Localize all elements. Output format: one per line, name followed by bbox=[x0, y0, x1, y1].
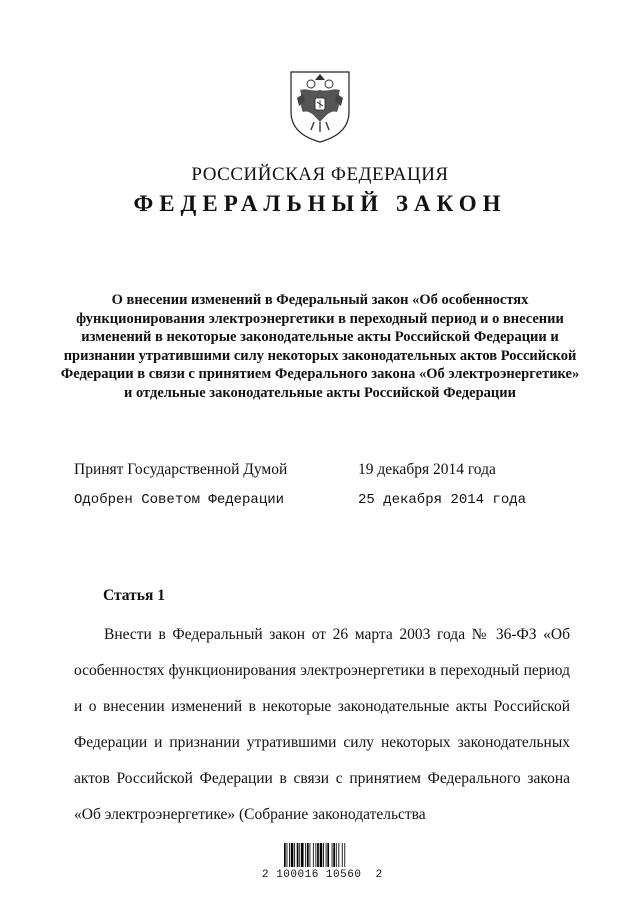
duma-adoption-row bbox=[74, 461, 594, 485]
country-name: РОССИЙСКАЯ ФЕДЕРАЦИЯ bbox=[191, 164, 449, 185]
russian-coat-of-arms-icon bbox=[287, 68, 353, 144]
council-approval-date: 25 декабря 2014 года bbox=[358, 492, 527, 508]
document-type-title: ФЕДЕРАЛЬНЫЙ ЗАКОН bbox=[133, 191, 507, 216]
duma-adoption-label: Принят Государственной Думой bbox=[74, 461, 288, 478]
article-body: Внести в Федеральный закон от 26 марта 2003 года № 36-ФЗ «Об особенностях функционирования электроэнергетики в переходный период и о внесении изменений в некоторые законодательные акты Российской Федерации и признании утратившими силу некоторых законодательных актов Российской Федерации в связи с принятием Федерального закона «Об электроэнергетике» (Собрание законодательства bbox=[74, 626, 570, 823]
council-approval-row bbox=[74, 492, 594, 516]
article-heading: Статья 1 bbox=[103, 587, 165, 604]
law-subject-title: О внесении изменений в Федеральный закон «Об особенностях функционирования электроэнергетики в переходный период и о внесении изменений в некоторые законодательные акты Российской Федерации и признании утратившими силу некоторых законодательных актов Российской Федерации в связи с принятием Федерального закона «Об электроэнергетике» и отдельные законодательные акты Российской Федерации bbox=[60, 292, 580, 401]
barcode-number: 2 100016 10560 2 bbox=[262, 869, 383, 881]
council-approval-label: Одобрен Советом Федерации bbox=[74, 492, 285, 508]
duma-adoption-date: 19 декабря 2014 года bbox=[358, 461, 496, 478]
